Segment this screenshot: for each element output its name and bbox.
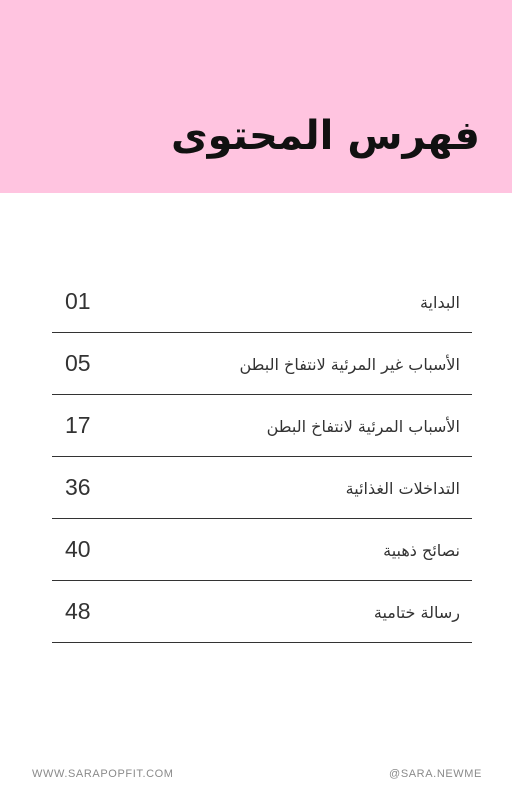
toc-row[interactable] (52, 457, 472, 519)
toc-row[interactable] (52, 271, 472, 333)
footer-website[interactable]: WWW.SARAPOPFIT.COM (32, 768, 174, 780)
page-title: فهرس المحتوى (170, 113, 480, 159)
toc-page-number: 01 (65, 288, 91, 314)
toc-page-number: 40 (65, 536, 91, 562)
header-banner (0, 0, 512, 193)
toc-item-label: الأسباب غير المرئية لانتفاخ البطن (239, 355, 460, 374)
toc-row[interactable] (52, 519, 472, 581)
toc-item-label: نصائح ذهبية (383, 541, 460, 560)
toc-item-label: التداخلات الغذائية (345, 479, 460, 498)
toc-item-label: رسالة ختامية (373, 603, 460, 622)
toc-item-label: الأسباب المرئية لانتفاخ البطن (266, 417, 460, 436)
table-of-contents (52, 271, 472, 643)
toc-page-number: 05 (65, 350, 91, 376)
toc-page-number: 17 (65, 412, 91, 438)
toc-row[interactable] (52, 395, 472, 457)
toc-item-label: البداية (419, 293, 460, 312)
toc-row[interactable] (52, 581, 472, 643)
toc-page-number: 36 (65, 474, 91, 500)
toc-row[interactable] (52, 333, 472, 395)
toc-page-number: 48 (65, 598, 91, 624)
footer-handle[interactable]: @SARA.NEWME (389, 768, 482, 780)
